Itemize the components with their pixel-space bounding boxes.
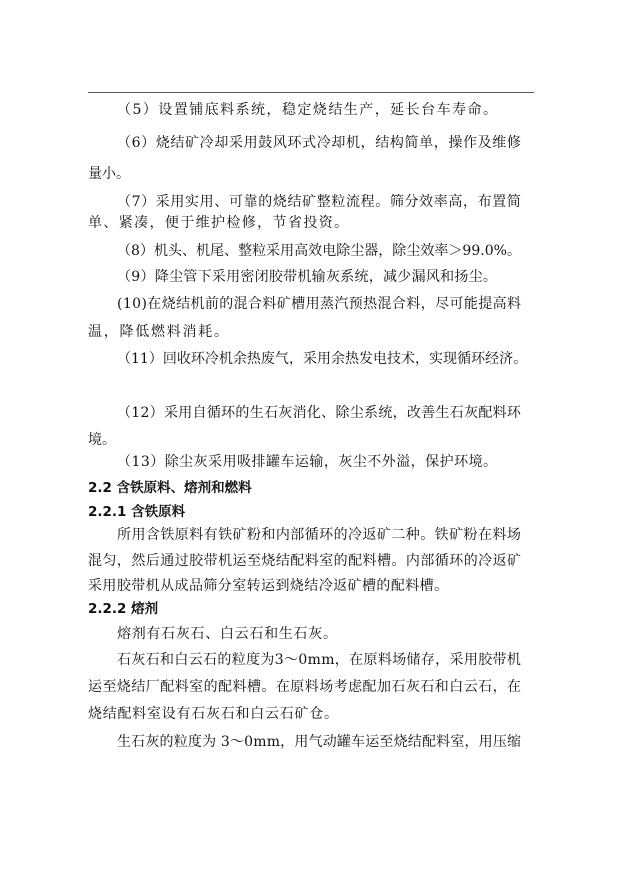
paragraph-line: 烧结配料室设有石灰石和白云石矿仓。 [88, 706, 339, 722]
paragraph-line: 运至烧结厂配料室的配料槽。在原料场考虑配加石灰石和白云石，在 [88, 679, 522, 695]
item-10-line-2: 温，降低燃料消耗。 [88, 324, 230, 340]
section-heading-2-2: 2.2 含铁原料、熔剂和燃料 [88, 480, 252, 496]
header-rule [88, 92, 534, 93]
paragraph-line: 石灰石和白云石的粒度为3～0mm，在原料场储存，采用胶带机 [117, 652, 522, 668]
item-12-line-2: 境。 [88, 432, 116, 448]
paragraph-line: 生石灰的粒度为 3～0mm，用气动罐车运至烧结配料室，用压缩 [117, 734, 522, 750]
item-7-line-1: （7）采用实用、可靠的烧结矿整粒流程。筛分效率高，布置简 [117, 194, 522, 210]
paragraph-line: 混匀，然后通过胶带机运至烧结配料室的配料槽。内部循环的冷返矿 [88, 553, 522, 569]
item-7-line-2: 单、紧凑，便于维护检修，节省投资。 [88, 215, 350, 231]
item-6-line-1: （6）烧结矿冷却采用鼓风环式冷却机，结构简单，操作及维修 [117, 135, 522, 151]
paragraph-line: 熔剂有石灰石、白云石和生石灰。 [117, 626, 338, 642]
item-5-line: （5）设置铺底料系统，稳定烧结生产，延长台车寿命。 [117, 102, 499, 118]
item-9-line: （9）降尘管下采用密闭胶带机输灰系统，减少漏风和扬尘。 [117, 269, 498, 285]
item-8-line: （8）机头、机尾、整粒采用高效电除尘器，除尘效率＞99.0%。 [117, 243, 521, 259]
item-6-line-2: 量小。 [88, 166, 130, 182]
item-13-line: （13）除尘灰采用吸排罐车运输，灰尘不外溢，保护环境。 [117, 454, 498, 470]
paragraph-line: 所用含铁原料有铁矿粉和内部循环的冷返矿二种。铁矿粉在料场 [117, 527, 522, 543]
subsection-heading-2-2-2: 2.2.2 熔剂 [88, 601, 159, 617]
subsection-heading-2-2-1: 2.2.1 含铁原料 [88, 504, 186, 520]
item-12-line-1: （12）采用自循环的生石灰消化、除尘系统，改善生石灰配料环 [117, 405, 522, 421]
paragraph-line: 采用胶带机从成品筛分室转运到烧结冷返矿槽的配料槽。 [88, 578, 449, 594]
item-10-line-1: (10)在烧结机前的混合料矿槽用蒸汽预热混合料，尽可能提高料 [117, 296, 522, 312]
item-11-line: （11）回收环冷机余热废气，采用余热发电技术，实现循环经济。 [117, 351, 528, 367]
